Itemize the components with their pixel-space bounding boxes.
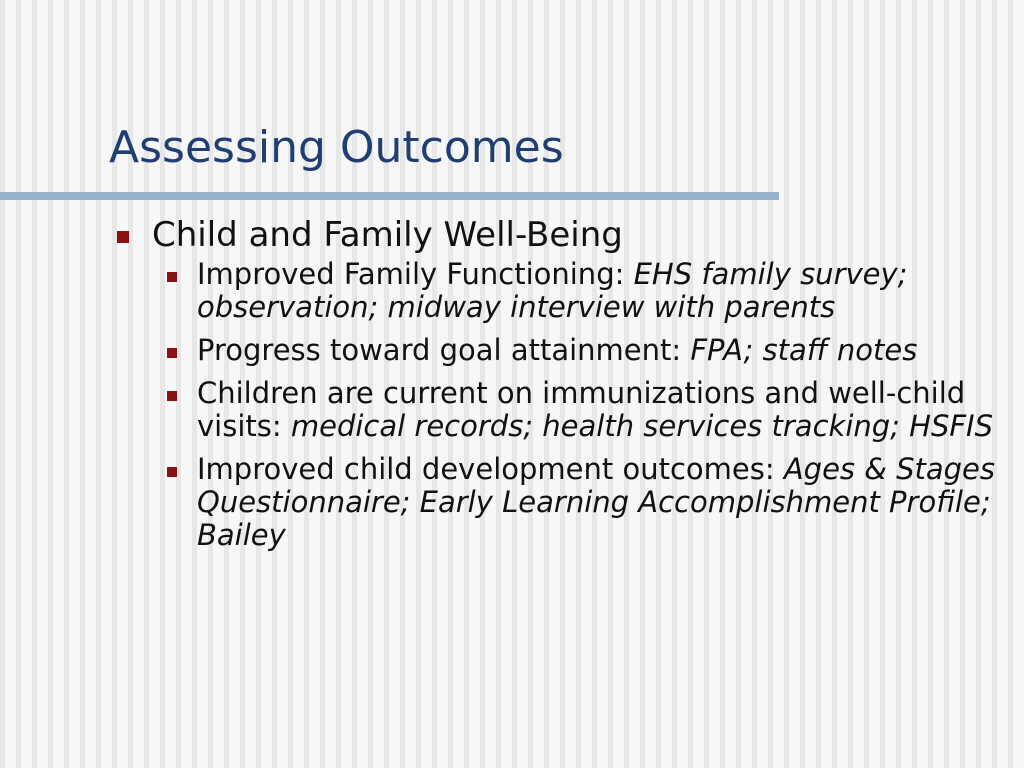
square-bullet-icon — [167, 467, 177, 477]
square-bullet-icon — [167, 391, 177, 401]
bullet-text: Child and Family Well-Being — [152, 215, 623, 255]
sub-bullet-lead-text: Improved child development outcomes: — [197, 452, 784, 486]
title-underline-rule — [0, 192, 779, 200]
square-bullet-icon — [117, 231, 129, 243]
sub-bullet-list — [0, 258, 1024, 552]
square-bullet-icon — [167, 272, 177, 282]
bullet-child-family-well-being — [0, 212, 1024, 258]
sub-bullet-detail-text: FPA; staff notes — [690, 333, 918, 367]
sub-bullet-lead-text: Progress toward goal attainment: — [197, 333, 691, 367]
sub-bullet-goal-attainment — [197, 334, 997, 367]
sub-bullet-lead-text: Improved Family Functioning: — [197, 257, 634, 291]
sub-bullet-child-development — [197, 453, 997, 552]
sub-bullet-detail-text: medical records; health services tracking; HSFIS — [290, 409, 994, 443]
slide-content — [0, 212, 1024, 562]
slide-title: Assessing Outcomes — [109, 122, 564, 173]
sub-bullet-family-functioning — [197, 258, 997, 324]
sub-bullet-immunizations — [197, 377, 997, 443]
square-bullet-icon — [167, 348, 177, 358]
sub-bullet-lead-text: Children are current on immunizations and well-child visits: — [197, 376, 966, 443]
sub-bullet-detail-text: EHS family survey; observation; midway interview with parents — [197, 257, 908, 324]
sub-bullet-detail-text: Ages & Stages Questionnaire; Early Learning Accomplishment Profile; Bailey — [197, 452, 995, 552]
